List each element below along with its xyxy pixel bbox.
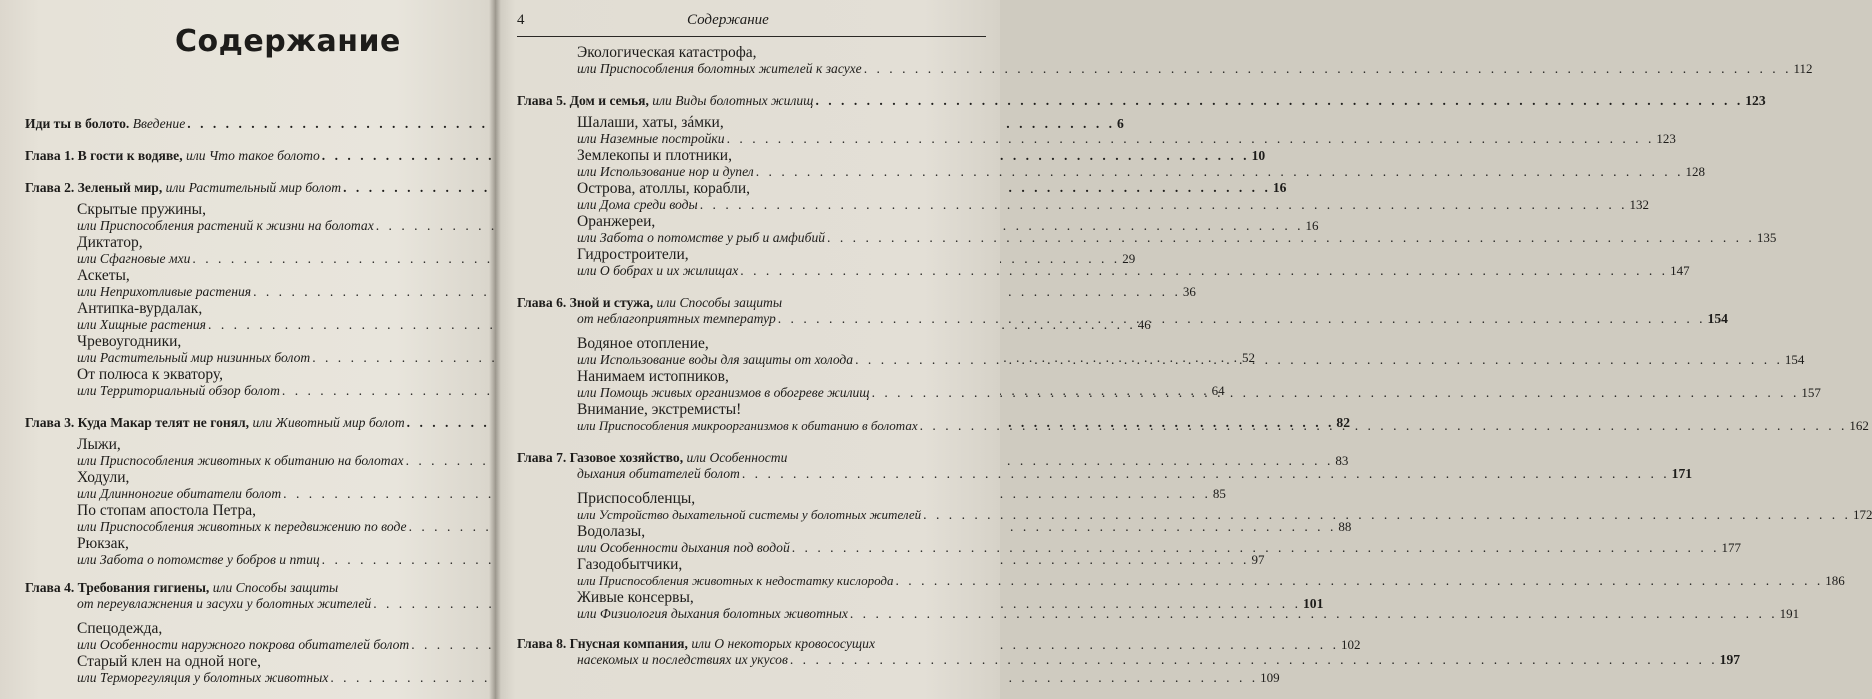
page-number: 157 [1801,385,1821,400]
entry-subtitle-continued: от неблагоприятных температур [577,311,776,326]
page-number: 197 [1719,652,1741,667]
page-number: 132 [1629,197,1650,212]
toc-section[interactable] [517,114,1676,147]
page-number: 172 [1852,507,1872,522]
entry-subtitle: или О некоторых кровососущих [691,636,875,651]
section-subtitle: или Забота о потомстве у рыб и амфибий [577,230,826,245]
page-number: 52 [1241,350,1255,365]
entry-title: Иди ты в болото. [25,116,130,131]
section-subtitle: или Помощь живых организмов в обогреве жилищ [577,385,870,400]
section-subtitle: или Использование воды для защиты от холода [577,352,854,367]
entry-title: Глава 1. В гости к водяве, [25,148,183,163]
section-subtitle: или О бобрах и их жилищах [577,263,739,278]
section-subtitle: или Длинноногие обитатели болот [77,486,282,501]
entry-subtitle-continued: от переувлажнения и засухи у болотных жителей [77,596,372,611]
section-subtitle: или Устройство дыхательной системы у болотных жителей [577,507,922,522]
page-number: 29 [1122,251,1136,266]
leader-dots [790,652,1718,668]
leader-dots [756,164,1684,180]
section-title: Чревоугодники, [77,333,182,350]
leader-dots [792,540,1720,556]
section-title: Приспособленцы, [577,490,696,507]
page-number: 123 [1745,93,1766,108]
section-subtitle: или Физиология дыхания болотных животных [577,606,848,621]
page-number: 83 [1335,453,1349,468]
leader-dots [896,573,1824,589]
toc-section[interactable] [517,44,1813,77]
page-number: 16 [1272,180,1287,195]
section-title: Антипка-вурдалак, [77,300,203,317]
leader-dots [778,311,1706,327]
leader-dots [740,263,1668,279]
section-title: Старый клен на одной ноге, [77,653,262,670]
leader-dots [727,131,1655,147]
page-number: 191 [1779,606,1800,621]
section-title: По стопам апостола Петра, [77,502,257,519]
entry-subtitle: или Животный мир болот [252,415,405,430]
entry-title: Глава 7. Газовое хозяйство, [517,450,684,465]
leader-dots [872,385,1800,401]
section-title: Рюкзак, [77,535,129,552]
page-number: 128 [1685,164,1705,179]
section-title: Ходули, [77,469,130,486]
leader-dots [855,352,1783,368]
page-number: 16 [1305,218,1319,233]
page-number: 36 [1182,284,1196,299]
entry-subtitle: или Способы защиты [656,295,783,310]
leader-dots [742,466,1670,482]
entry-subtitle: или Особенности [686,450,788,465]
page-number: 123 [1656,131,1676,146]
section-title: Гидростроители, [577,246,689,263]
leader-dots [827,230,1755,246]
page-number: 186 [1825,573,1845,588]
entry-subtitle-continued: дыхания обитателей болот [577,466,740,481]
page-number: 10 [1251,148,1266,163]
section-title: Аскеты, [77,267,130,284]
section-subtitle: или Приспособления животных к обитанию на болотах [77,453,404,468]
section-title: Лыжи, [77,436,121,453]
page-number: 88 [1338,519,1352,534]
running-title: Содержание [687,12,769,28]
entry-subtitle: или Что такое болото [186,148,320,163]
section-title: Шалаши, хаты, зáмки, [577,114,724,131]
leader-dots [850,606,1778,622]
section-subtitle: или Терморегуляция у болотных животных [77,670,329,685]
section-title: Оранжереи, [577,213,656,230]
section-title: Экологическая катастрофа, [577,44,757,61]
entry-title: Глава 3. Куда Макар телят не гонял, [25,415,250,430]
entry-subtitle: Введение [132,116,186,131]
leader-dots [700,197,1628,213]
section-subtitle: или Приспособления растений к жизни на болотах [77,218,374,233]
leader-dots [923,507,1851,523]
section-subtitle: или Дома среди воды [577,197,698,212]
page-number: 82 [1336,415,1351,430]
page-number: 109 [1260,670,1280,685]
page-number: 112 [1793,61,1813,76]
entry-subtitle: или Виды болотных жилищ [652,93,814,108]
section-subtitle: или Приспособления болотных жителей к засухе [577,61,862,76]
page-number: 162 [1849,418,1869,433]
entry-title: Глава 8. Гнусная компания, [517,636,688,651]
page-number: 85 [1212,486,1226,501]
section-subtitle: или Приспособления микроорганизмов к обитанию в болотах [577,418,918,433]
section-subtitle: или Особенности наружного покрова обитателей болот [77,637,410,652]
section-title: От полюса к экватору, [77,366,223,383]
section-title: Живые консервы, [577,589,694,606]
toc-entry-chapter-5[interactable] [517,93,1766,109]
page-number: 46 [1137,317,1151,332]
page-number: 64 [1211,383,1225,398]
entry-title: Глава 2. Зеленый мир, [25,180,163,195]
section-title: Спецодежда, [77,620,163,637]
page-number: 177 [1721,540,1742,555]
book-spine-shadow [489,0,501,699]
entry-title: Глава 5. Дом и семья, [517,93,649,108]
section-subtitle: или Использование нор и дупел [577,164,754,179]
page-number: 97 [1251,552,1265,567]
section-subtitle: или Сфагновые мхи [77,251,191,266]
section-subtitle: или Приспособления животных к недостатку кислорода [577,573,894,588]
page-number: 147 [1670,263,1690,278]
leader-dots [920,418,1848,434]
section-subtitle: или Приспособления животных к передвижению по воде [77,519,407,534]
section-subtitle: или Наземные постройки [577,131,725,146]
section-subtitle: или Особенности дыхания под водой [577,540,790,555]
leader-dots [864,61,1792,77]
section-title: Водяное отопление, [577,335,709,352]
running-header [517,10,986,37]
section-subtitle: или Растительный мир низинных болот [77,350,311,365]
leader-dots [815,93,1743,109]
section-title: Диктатор, [77,234,143,251]
section-subtitle: или Забота о потомстве у бобров и птиц [77,552,320,567]
section-title: Острова, атоллы, корабли, [577,180,751,197]
page-number: 171 [1671,466,1693,481]
section-subtitle: или Территориальный обзор болот [77,383,280,398]
entry-subtitle-continued: насекомых и последствиях их укусов [577,652,788,667]
section-subtitle: или Хищные растения [77,317,207,332]
page-number: 101 [1302,596,1324,611]
section-subtitle: или Неприхотливые растения [77,284,252,299]
page-number: 135 [1756,230,1777,245]
page-number: 154 [1707,311,1728,326]
section-title: Землекопы и плотники, [577,147,732,164]
section-title: Водолазы, [577,523,646,540]
page-number: 6 [1117,116,1124,131]
page-number: 154 [1784,352,1805,367]
page-number-header: 4 [517,12,525,28]
contents-heading: Содержание [175,24,401,59]
entry-subtitle: или Способы защиты [212,580,339,595]
entry-title: Глава 6. Зной и стужа, [517,295,654,310]
section-title: Нанимаем истопников, [577,368,729,385]
section-title: Внимание, экстремисты! [577,401,742,418]
page-number: 102 [1340,637,1361,652]
entry-title: Глава 4. Требования гигиены, [25,580,210,595]
section-title: Газодобытчики, [577,556,683,573]
section-title: Скрытые пружины, [77,201,206,218]
entry-subtitle: или Растительный мир болот [165,180,342,195]
